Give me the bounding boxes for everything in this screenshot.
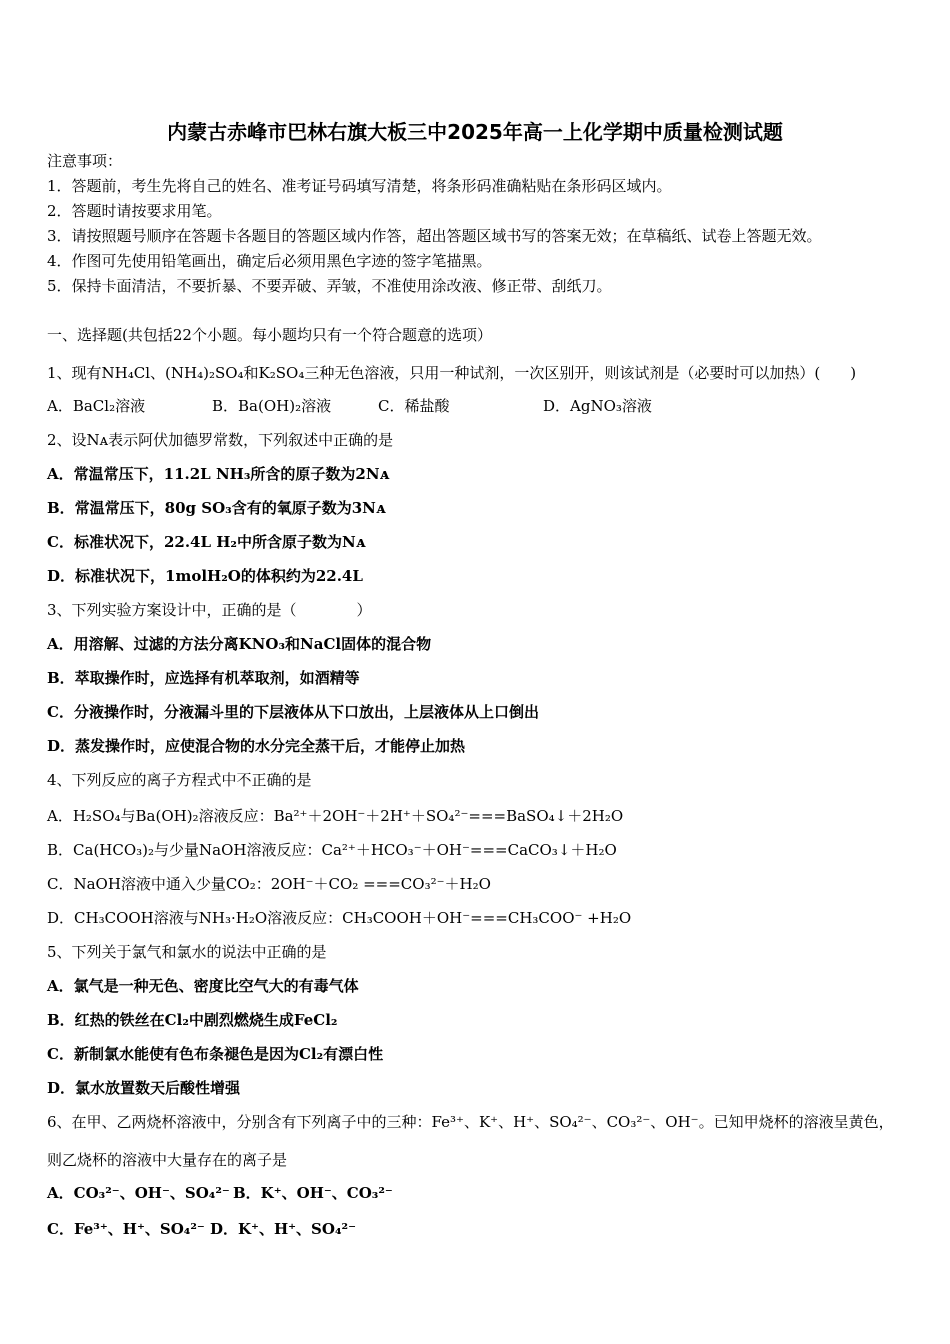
q1-option-a: A．BaCl₂溶液	[47, 397, 146, 415]
q5-option-c: C．新制氯水能使有色布条褪色是因为Cl₂有漂白性	[47, 1045, 384, 1063]
q6-option-d: D．K⁺、H⁺、SO₄²⁻	[210, 1220, 357, 1238]
q4-option-a: A．H₂SO₄与Ba(OH)₂溶液反应：Ba²⁺＋2OH⁻＋2H⁺＋SO₄²⁻===BaSO₄↓＋2H₂O	[47, 807, 624, 825]
q2-option-c: C．标准状况下，22.4L H₂中所含原子数为Nᴀ	[47, 533, 366, 551]
section-heading: 一、选择题(共包括22个小题。每小题均只有一个符合题意的选项）	[47, 326, 492, 344]
q6-option-b: B．K⁺、OH⁻、CO₃²⁻	[233, 1184, 393, 1202]
q1-option-c: C．稀盐酸	[378, 397, 450, 415]
question-4-stem: 4、下列反应的离子方程式中不正确的是	[47, 771, 312, 789]
q5-option-d: D．氯水放置数天后酸性增强	[47, 1079, 241, 1097]
q1-option-d: D．AgNO₃溶液	[543, 397, 652, 415]
notice-item: 2．答题时请按要求用笔。	[47, 202, 222, 220]
q5-option-a: A．氯气是一种无色、密度比空气大的有毒气体	[47, 977, 359, 995]
question-3-stem: 3、下列实验方案设计中，正确的是（ ）	[47, 601, 372, 619]
q6-option-a: A．CO₃²⁻、OH⁻、SO₄²⁻	[47, 1184, 230, 1202]
q3-option-a: A．用溶解、过滤的方法分离KNO₃和NaCl固体的混合物	[47, 635, 432, 653]
q4-option-c: C．NaOH溶液中通入少量CO₂：2OH⁻＋CO₂ ===CO₃²⁻＋H₂O	[47, 875, 491, 893]
q4-option-b: B．Ca(HCO₃)₂与少量NaOH溶液反应：Ca²⁺＋HCO₃⁻＋OH⁻===CaCO₃↓＋H₂O	[47, 841, 617, 859]
question-5-stem: 5、下列关于氯气和氯水的说法中正确的是	[47, 943, 327, 961]
q2-option-b: B．常温常压下，80g SO₃含有的氧原子数为3Nᴀ	[47, 499, 386, 517]
page-title: 内蒙古赤峰市巴林右旗大板三中2025年高一上化学期中质量检测试题	[167, 120, 783, 144]
notice-item: 5．保持卡面清洁，不要折暴、不要弄破、弄皱，不准使用涂改液、修正带、刮纸刀。	[47, 277, 612, 295]
q2-option-d: D．标准状况下，1molH₂O的体积约为22.4L	[47, 567, 363, 585]
q1-option-b: B．Ba(OH)₂溶液	[212, 397, 332, 415]
notice-heading: 注意事项：	[47, 152, 123, 170]
q2-option-a: A．常温常压下，11.2L NH₃所含的原子数为2Nᴀ	[47, 465, 390, 483]
question-1-stem: 1、现有NH₄Cl、(NH₄)₂SO₄和K₂SO₄三种无色溶液，只用一种试剂，一次区别开，则该试剂是（必要时可以加热）( )	[47, 364, 857, 382]
q3-option-b: B．萃取操作时，应选择有机萃取剂，如酒精等	[47, 669, 360, 687]
q4-option-d: D．CH₃COOH溶液与NH₃·H₂O溶液反应：CH₃COOH＋OH⁻===CH₃COO⁻ +H₂O	[47, 909, 632, 927]
q3-option-c: C．分液操作时，分液漏斗里的下层液体从下口放出，上层液体从上口倒出	[47, 703, 539, 721]
notice-item: 4．作图可先使用铅笔画出，确定后必须用黑色字迹的签字笔描黑。	[47, 252, 492, 270]
q5-option-b: B．红热的铁丝在Cl₂中剧烈燃烧生成FeCl₂	[47, 1011, 338, 1029]
question-6-stem: 6、在甲、乙两烧杯溶液中，分别含有下列离子中的三种：Fe³⁺、K⁺、H⁺、SO₄²⁻、CO₃²⁻、OH⁻。已知甲烧杯的溶液呈黄色，	[47, 1113, 894, 1131]
q6-option-c: C．Fe³⁺、H⁺、SO₄²⁻	[47, 1220, 205, 1238]
question-6-stem-cont: 则乙烧杯的溶液中大量存在的离子是	[47, 1151, 288, 1169]
notice-item: 3．请按照题号顺序在答题卡各题目的答题区域内作答，超出答题区域书写的答案无效；在草稿纸、试卷上答题无效。	[47, 227, 822, 245]
notice-item: 1．答题前，考生先将自己的姓名、准考证号码填写清楚，将条形码准确粘贴在条形码区域内。	[47, 177, 672, 195]
q3-option-d: D．蒸发操作时，应使混合物的水分完全蒸干后，才能停止加热	[47, 737, 466, 755]
question-2-stem: 2、设Nᴀ表示阿伏加德罗常数，下列叙述中正确的是	[47, 431, 394, 449]
